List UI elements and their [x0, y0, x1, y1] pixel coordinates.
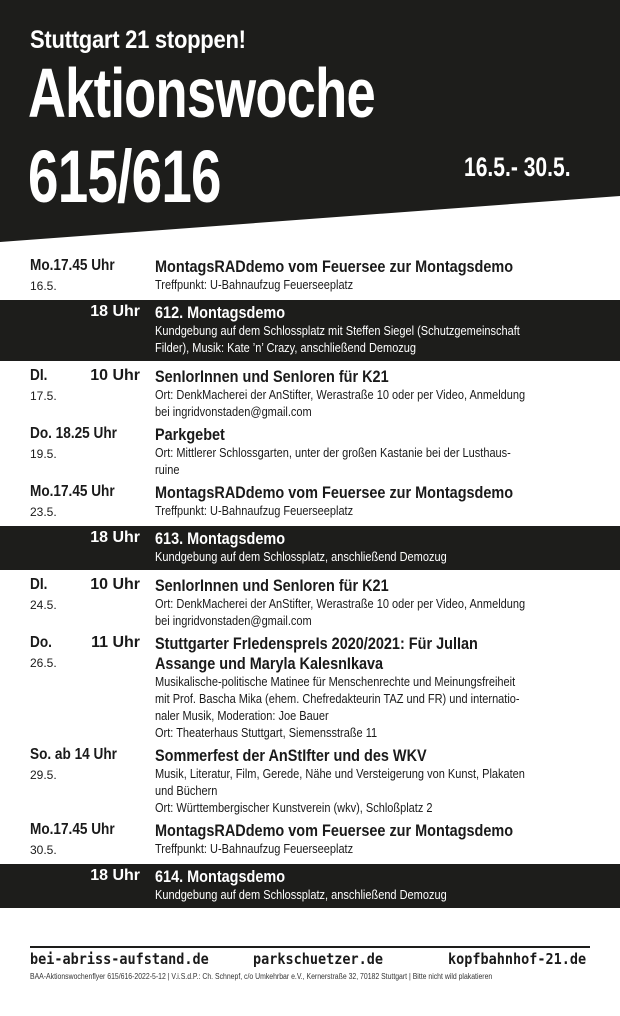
event-date: 16.5. — [30, 279, 57, 293]
event-title: SenIorInnen und SenIoren für K21 — [155, 367, 389, 386]
event-day: DI. — [30, 367, 48, 384]
event-title: 612. Montagsdemo — [155, 303, 286, 322]
event-date: 30.5. — [30, 843, 57, 857]
event-time: 18 Uhr — [90, 529, 140, 546]
footer-rule-top — [30, 946, 590, 948]
event-description-line: Filder), Musik: Kate ’n’ Crazy, anschließend Demozug — [155, 341, 417, 355]
event-time: 11 Uhr — [91, 634, 140, 651]
event-time: 18 Uhr — [90, 303, 140, 320]
event-description-line: Ort: Württembergischer Kunstverein (wkv), Schloßplatz 2 — [155, 801, 433, 815]
event-description-line: bei ingridvonstaden@gmail.com — [155, 405, 312, 419]
event-title: 613. Montagsdemo — [155, 529, 286, 548]
event-row — [0, 819, 620, 860]
event-title: Sommerfest der AnStIfter und des WKV — [155, 746, 427, 765]
event-list — [0, 255, 620, 912]
event-body — [155, 367, 592, 421]
event-row — [0, 632, 620, 744]
event-body — [155, 867, 592, 904]
event-title: 614. Montagsdemo — [155, 867, 286, 886]
event-row — [0, 574, 620, 632]
header-title: Aktionswoche — [28, 54, 375, 132]
event-day: DI. — [30, 576, 48, 593]
event-row — [0, 300, 620, 361]
event-date: 26.5. — [30, 656, 57, 670]
event-date: 29.5. — [30, 768, 57, 782]
event-description-line: Treffpunkt: U-Bahnaufzug Feuerseeplatz — [155, 504, 354, 518]
event-title: MontagsRADdemo vom Feuersee zur Montagsdemo — [155, 257, 514, 276]
event-date: 23.5. — [30, 505, 57, 519]
event-title-continued: Assange und Maryla KalesnIkava — [155, 654, 384, 673]
event-description-line: Musikalische-politische Matinee für Menschenrechte und Meinungsfreiheit — [155, 675, 516, 689]
event-description-line: Ort: DenkMacherei der AnStifter, Werastraße 10 oder per Video, Anmeldung — [155, 597, 526, 611]
link-bei-abriss-aufstand[interactable]: bei-abriss-aufstand.de — [30, 950, 209, 968]
event-description-line: und Büchern — [155, 784, 218, 798]
event-row — [0, 481, 620, 522]
event-title: MontagsRADdemo vom Feuersee zur Montagsdemo — [155, 483, 514, 502]
header-numbers: 615/616 — [28, 135, 221, 218]
event-description-line: Ort: Theaterhaus Stuttgart, Siemensstraße 11 — [155, 726, 378, 740]
link-kopfbahnhof-21[interactable]: kopfbahnhof-21.de — [448, 950, 587, 968]
event-row — [0, 744, 620, 819]
event-description-line: Kundgebung auf dem Schlossplatz, anschließend Demozug — [155, 550, 447, 564]
event-row — [0, 255, 620, 296]
event-body — [155, 576, 592, 630]
event-description-line: Kundgebung auf dem Schlossplatz, anschließend Demozug — [155, 888, 447, 902]
event-date: 17.5. — [30, 389, 57, 403]
event-body — [155, 483, 592, 520]
event-title: Parkgebet — [155, 425, 225, 444]
event-title: MontagsRADdemo vom Feuersee zur Montagsdemo — [155, 821, 514, 840]
event-description-line: bei ingridvonstaden@gmail.com — [155, 614, 312, 628]
imprint: BAA-Aktionswochenflyer 615/616-2022-5-12 | V.i.S.d.P.: Ch. Schnepf, c/o Umkehrbar e.V., Kernerstraße 32, 70182 Stuttgart | Bitte nicht wild plakatieren — [30, 972, 493, 981]
event-row — [0, 864, 620, 908]
event-description-line: mit Prof. Bascha Mika (ehem. Chefredakteurin TAZ und FR) und internatio- — [155, 692, 520, 706]
event-day: Mo.17.45 Uhr — [30, 821, 115, 838]
event-body — [155, 425, 592, 479]
event-day: Do. 18.25 Uhr — [30, 425, 117, 442]
event-date: 19.5. — [30, 447, 57, 461]
event-description-line: ruine — [155, 463, 180, 477]
header-dates: 16.5.- 30.5. — [464, 152, 571, 182]
event-title: SenIorInnen und SenIoren für K21 — [155, 576, 389, 595]
event-day: Do. — [30, 634, 52, 651]
event-body — [155, 821, 592, 858]
event-body — [155, 634, 592, 742]
event-time: 10 Uhr — [90, 367, 140, 384]
event-description-line: naler Musik, Moderation: Joe Bauer — [155, 709, 329, 723]
event-row — [0, 365, 620, 423]
footer-links — [30, 950, 590, 972]
header-subtitle: Stuttgart 21 stoppen! — [30, 26, 246, 54]
event-date: 24.5. — [30, 598, 57, 612]
event-day: So. ab 14 Uhr — [30, 746, 117, 763]
event-title: Stuttgarter FrIedenspreIs 2020/2021: Für JulIan — [155, 634, 478, 653]
event-body — [155, 257, 592, 294]
event-description-line: Ort: DenkMacherei der AnStifter, Werastraße 10 oder per Video, Anmeldung — [155, 388, 526, 402]
event-description-line: Ort: Mittlerer Schlossgarten, unter der großen Kastanie bei der Lusthaus- — [155, 446, 511, 460]
event-day: Mo.17.45 Uhr — [30, 483, 115, 500]
link-parkschuetzer[interactable]: parkschuetzer.de — [253, 950, 384, 968]
event-body — [155, 746, 592, 817]
event-time: 10 Uhr — [90, 576, 140, 593]
event-body — [155, 529, 592, 566]
event-description-line: Musik, Literatur, Film, Gerede, Nähe und Versteigerung von Kunst, Plakaten — [155, 767, 525, 781]
footer — [0, 946, 620, 1016]
event-row — [0, 526, 620, 570]
event-row — [0, 423, 620, 481]
header-banner — [0, 0, 620, 245]
event-description-line: Kundgebung auf dem Schlossplatz mit Steffen Siegel (Schutzgemeinschaft — [155, 324, 520, 338]
event-time: 18 Uhr — [90, 867, 140, 884]
event-day: Mo.17.45 Uhr — [30, 257, 115, 274]
event-description-line: Treffpunkt: U-Bahnaufzug Feuerseeplatz — [155, 842, 354, 856]
event-description-line: Treffpunkt: U-Bahnaufzug Feuerseeplatz — [155, 278, 354, 292]
event-body — [155, 303, 592, 357]
